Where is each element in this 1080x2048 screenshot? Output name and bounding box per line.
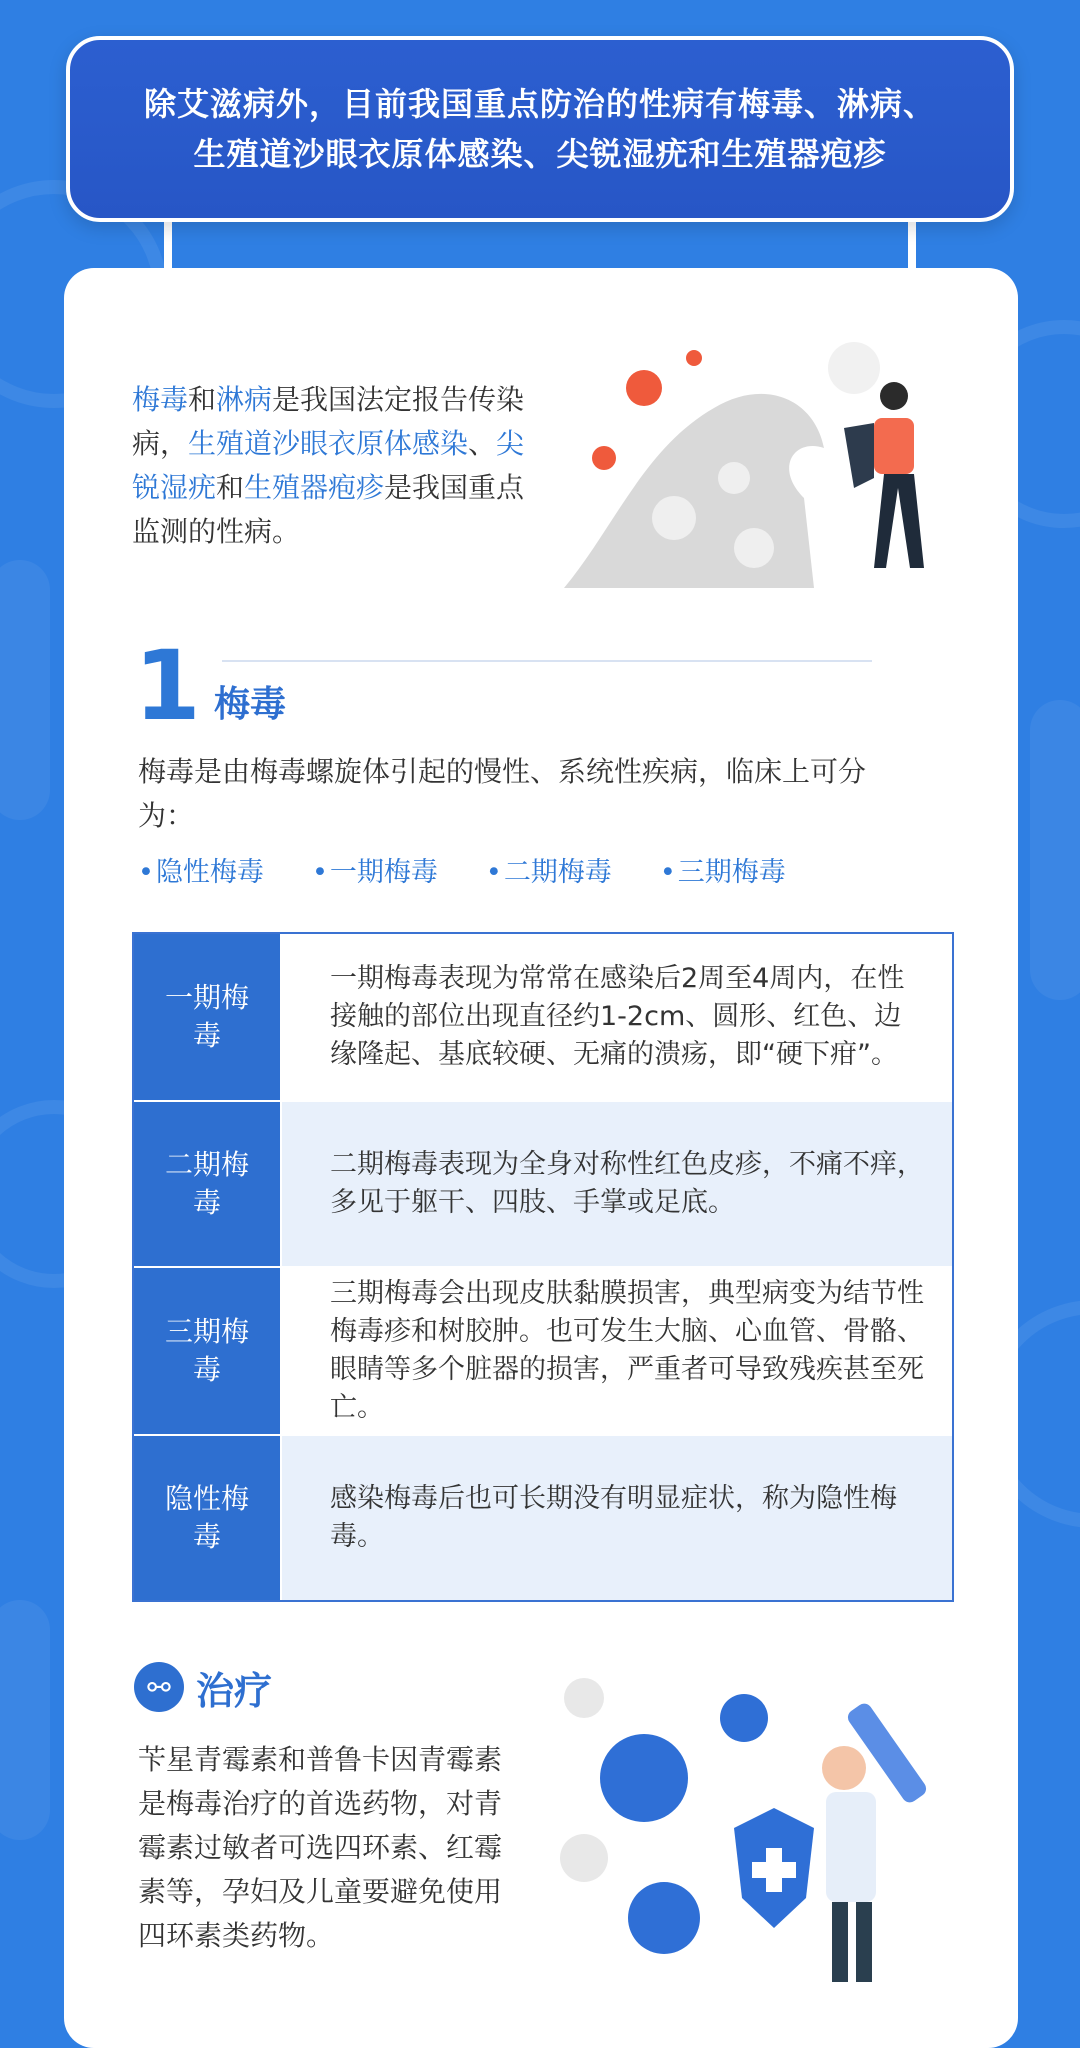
intro-highlight-chlamydia: 生殖道沙眼衣原体感染 [188,427,469,460]
syphilis-types-list [138,850,834,889]
intro-highlight-herpes: 生殖器疱疹 [244,471,385,504]
row-text: 二期梅毒表现为全身对称性红色皮疹，不痛不痒，多见于躯干、四肢、手掌或足底。 [282,1102,952,1266]
type-item: • 二期梅毒 [486,850,612,889]
doctor-vaccine-illustration [544,1658,984,1998]
type-item: • 隐性梅毒 [138,850,264,889]
intro-highlight-syphilis: 梅毒 [132,383,189,416]
row-label: 一期梅毒 [134,934,282,1100]
section-number: 1 [134,630,201,742]
intro-highlight-condyloma: 尖锐湿疣 [132,427,525,504]
section-description: 梅毒是由梅毒螺旋体引起的慢性、系统性疾病，临床上可分为： [138,755,867,832]
table-row [134,1268,952,1436]
table-row [134,934,952,1102]
row-label: 隐性梅毒 [134,1436,282,1600]
intro-text: 和 [188,383,217,416]
type-item: • 一期梅毒 [312,850,438,889]
row-label: 二期梅毒 [134,1102,282,1266]
header-banner [66,36,1014,222]
intro-text: 和 [216,471,245,504]
syphilis-stages-table [132,932,954,1602]
treatment-text: 苄星青霉素和普鲁卡因青霉素是梅毒治疗的首选药物，对青霉素过敏者可选四环素、红霉素等，孕妇及儿童要避免使用四环素类药物。 [138,1743,503,1952]
table-row [134,1102,952,1268]
row-text: 三期梅毒会出现皮肤黏膜损害，典型病变为结节性梅毒疹和树胶肿。也可发生大脑、心血管、骨骼、眼睛等多个脏器的损害，严重者可导致残疾甚至死亡。 [330,1278,924,1423]
header-line-2: 生殖道沙眼衣原体感染、尖锐湿疣和生殖器疱疹 [193,135,887,173]
intro-text: 是我国重点监测的性病。 [132,471,525,548]
row-label: 三期梅毒 [134,1268,282,1434]
intro-text: 、 [468,427,497,460]
type-item: • 三期梅毒 [660,850,786,889]
section-title: 梅毒 [214,684,287,725]
treatment-title: 治疗 [196,1669,273,1713]
section-divider [222,660,872,662]
row-text: 一期梅毒表现为常常在感染后2周至4周内，在性接触的部位出现直径约1-2cm、圆形、红色、边缘隆起、基底较硬、无痛的溃疡，即“硬下疳”。 [330,963,905,1070]
pill-icon: ⚯ [134,1662,184,1712]
intro-highlight-gonorrhea: 淋病 [216,383,273,416]
header-line-1: 除艾滋病外，目前我国重点防治的性病有梅毒、淋病、 [143,85,936,123]
content-card [64,268,1018,2048]
intro-paragraph [132,378,552,554]
virus-wave-illustration [554,328,974,598]
table-row [134,1436,952,1600]
row-text: 感染梅毒后也可长期没有明显症状，称为隐性梅毒。 [282,1436,952,1600]
intro-text: 是我国法定报告传染病， [132,383,525,460]
